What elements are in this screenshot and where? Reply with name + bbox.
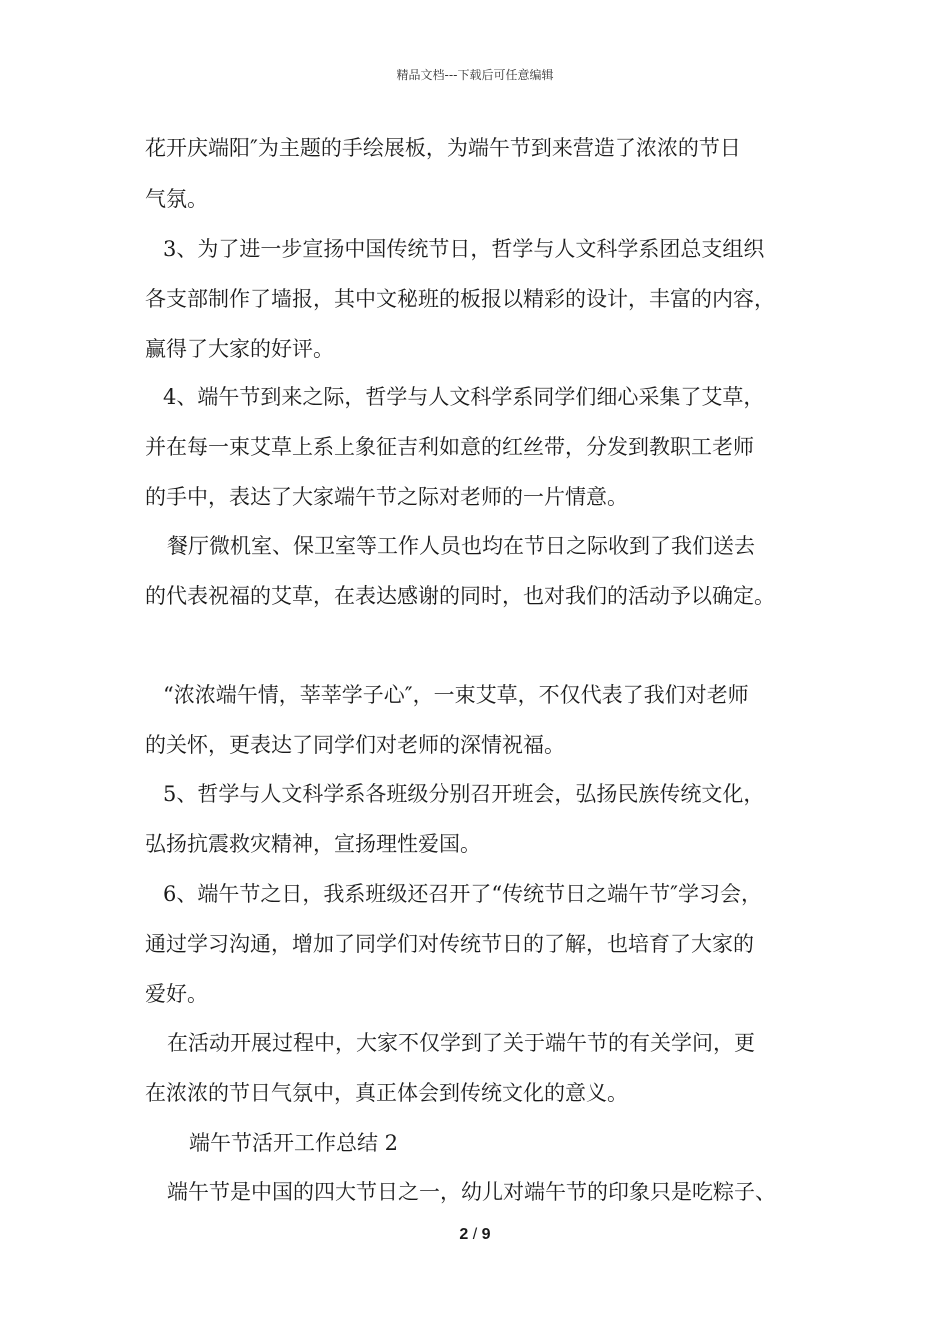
text-line: 弘扬抗震救灾精神，宣扬理性爱国。 bbox=[145, 832, 481, 856]
text-line: 花开庆端阳″为主题的手绘展板，为端午节到来营造了浓浓的节日 bbox=[145, 136, 741, 160]
text-line: “浓浓端午情，莘莘学子心″，一束艾草，不仅代表了我们对老师 bbox=[163, 683, 749, 707]
text-line: 的代表祝福的艾草，在表达感谢的同时，也对我们的活动予以确定。 bbox=[145, 584, 775, 608]
page-number bbox=[0, 1226, 950, 1244]
text-line: 4、端午节到来之际，哲学与人文科学系同学们细心采集了艾草， bbox=[163, 385, 765, 409]
text-line: 赢得了大家的好评。 bbox=[145, 337, 334, 361]
text-line: 气氛。 bbox=[145, 187, 208, 211]
page-separator: / bbox=[472, 1226, 478, 1243]
text-line: 的手中，表达了大家端午节之际对老师的一片情意。 bbox=[145, 485, 628, 509]
text-line: 3、为了进一步宣扬中国传统节日，哲学与人文科学系团总支组织 bbox=[163, 237, 765, 261]
text-line: 爱好。 bbox=[145, 982, 208, 1006]
text-line: 在浓浓的节日气氛中，真正体会到传统文化的意义。 bbox=[145, 1081, 628, 1105]
text-line: 通过学习沟通，增加了同学们对传统节日的了解，也培育了大家的 bbox=[145, 932, 754, 956]
text-line: 5、哲学与人文科学系各班级分别召开班会，弘扬民族传统文化， bbox=[163, 782, 765, 806]
total-pages: 9 bbox=[481, 1226, 491, 1243]
section-heading: 端午节活开工作总结 2 bbox=[189, 1131, 399, 1155]
text-line: 端午节是中国的四大节日之一，幼儿对端午节的印象只是吃粽子、 bbox=[167, 1180, 776, 1204]
text-line: 的关怀，更表达了同学们对老师的深情祝福。 bbox=[145, 733, 565, 757]
current-page: 2 bbox=[459, 1226, 469, 1243]
text-line: 餐厅微机室、保卫室等工作人员也均在节日之际收到了我们送去 bbox=[167, 534, 755, 558]
text-line: 各支部制作了墙报，其中文秘班的板报以精彩的设计，丰富的内容， bbox=[145, 287, 775, 311]
page-header: 精品文档---下载后可任意编辑 bbox=[396, 68, 554, 82]
text-line: 并在每一束艾草上系上象征吉利如意的红丝带，分发到教职工老师 bbox=[145, 435, 754, 459]
text-line: 在活动开展过程中，大家不仅学到了关于端午节的有关学问，更 bbox=[167, 1031, 755, 1055]
text-line: 6、端午节之日，我系班级还召开了“传统节日之端午节″学习会， bbox=[163, 882, 762, 906]
